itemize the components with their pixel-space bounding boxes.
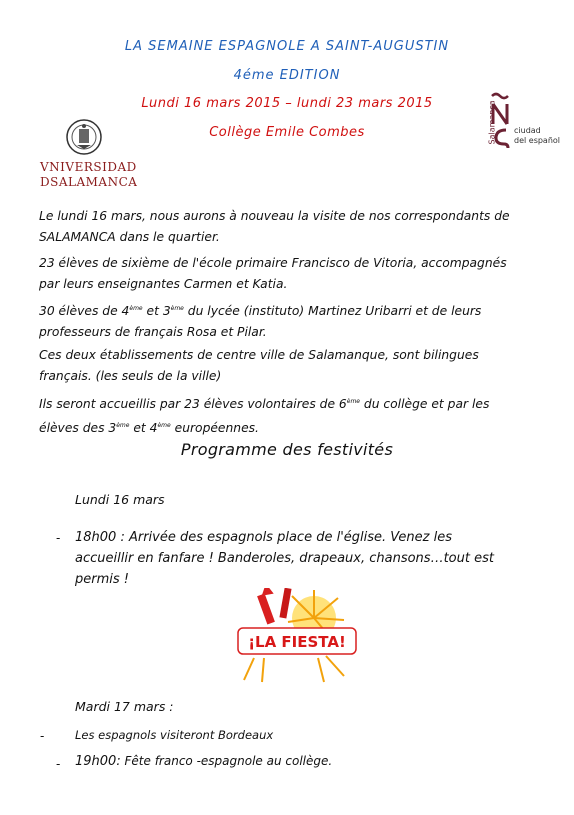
rocket-icon [257,588,291,624]
salamanca-tagline-line2: del español [514,136,561,145]
intro-paragraph-3 [39,298,529,343]
p5-text-b: du collège et par les élèves des 3 [39,397,490,436]
p3-sup-1: ème [129,305,143,312]
p5-text-c: et 4 [129,421,158,436]
university-seal-icon [64,118,104,156]
p3-text-b: et 3 [142,304,171,319]
p5-sup-3: ème [157,422,171,430]
p3-text-c: du lycée (instituto) Martinez Uribarri et de leurs professeurs de français Rosa et Pilar. [39,304,482,340]
list-bullet: - [40,729,45,743]
day-2-item-2 [75,754,332,769]
la-fiesta-text: ¡LA FIESTA! [248,633,346,651]
university-name-line1: VNIVERSIDAD [40,160,137,174]
p5-sup-1: ème [346,398,360,405]
p5-text-a: Ils seront accueillis par 23 élèves volontaires de 6 [39,397,347,412]
salamanca-tagline-line1: ciudad [514,126,541,135]
document-title: LA SEMAINE ESPAGNOLE A SAINT-AUGUSTIN [124,39,450,54]
sparks-icon [244,656,344,682]
programme-heading: Programme des festivités [180,440,394,459]
intro-paragraph-2: 23 élèves de sixième de l'école primaire Francisco de Vitoria, accompagnés par leurs enseignantes Carmen et Katia. [39,256,507,291]
date-range: Lundi 16 mars 2015 – lundi 23 mars 2015 [141,96,433,111]
la-fiesta-image [234,588,362,684]
intro-paragraph-1: Le lundi 16 mars, nous aurons à nouveau la visite de nos correspondants de SALAMANCA dans le quartier. [39,209,510,244]
day-1-item: 18h00 : Arrivée des espagnols place de l'église. Venez les accueillir en fanfare ! Banderoles, drapeaux, chansons…tout est permis ! [75,530,494,587]
intro-paragraph-4: Ces deux établissements de centre ville de Salamanque, sont bilingues français. (les seuls de la ville) [39,348,479,383]
salamanca-logo [474,88,561,163]
day-1-label: Lundi 16 mars [75,492,165,507]
day-2-label: Mardi 17 mars : [75,699,174,714]
p3-sup-2: ème [170,305,184,312]
p5-text-d: européennes. [170,421,259,436]
salamanca-n-icon [488,90,512,152]
day-2-item-2-time: 19h00: [75,754,121,769]
day-2-item-2-text: Fête franco -espagnole au collège. [120,754,333,768]
list-bullet: - [56,757,61,771]
list-bullet: - [56,531,61,545]
p5-sup-2: ème [116,422,130,430]
school-name: Collège Emile Combes [209,125,365,140]
university-logo [40,118,138,193]
p3-text-a: 30 élèves de 4 [39,304,130,319]
salamanca-vertical-text: Salamanca [487,100,497,145]
edition-label: 4éme EDITION [233,68,341,83]
university-name-line2: DSALAMANCA [40,175,138,189]
intro-paragraph-5 [39,391,529,439]
day-2-item-1: Les espagnols visiteront Bordeaux [75,728,274,742]
